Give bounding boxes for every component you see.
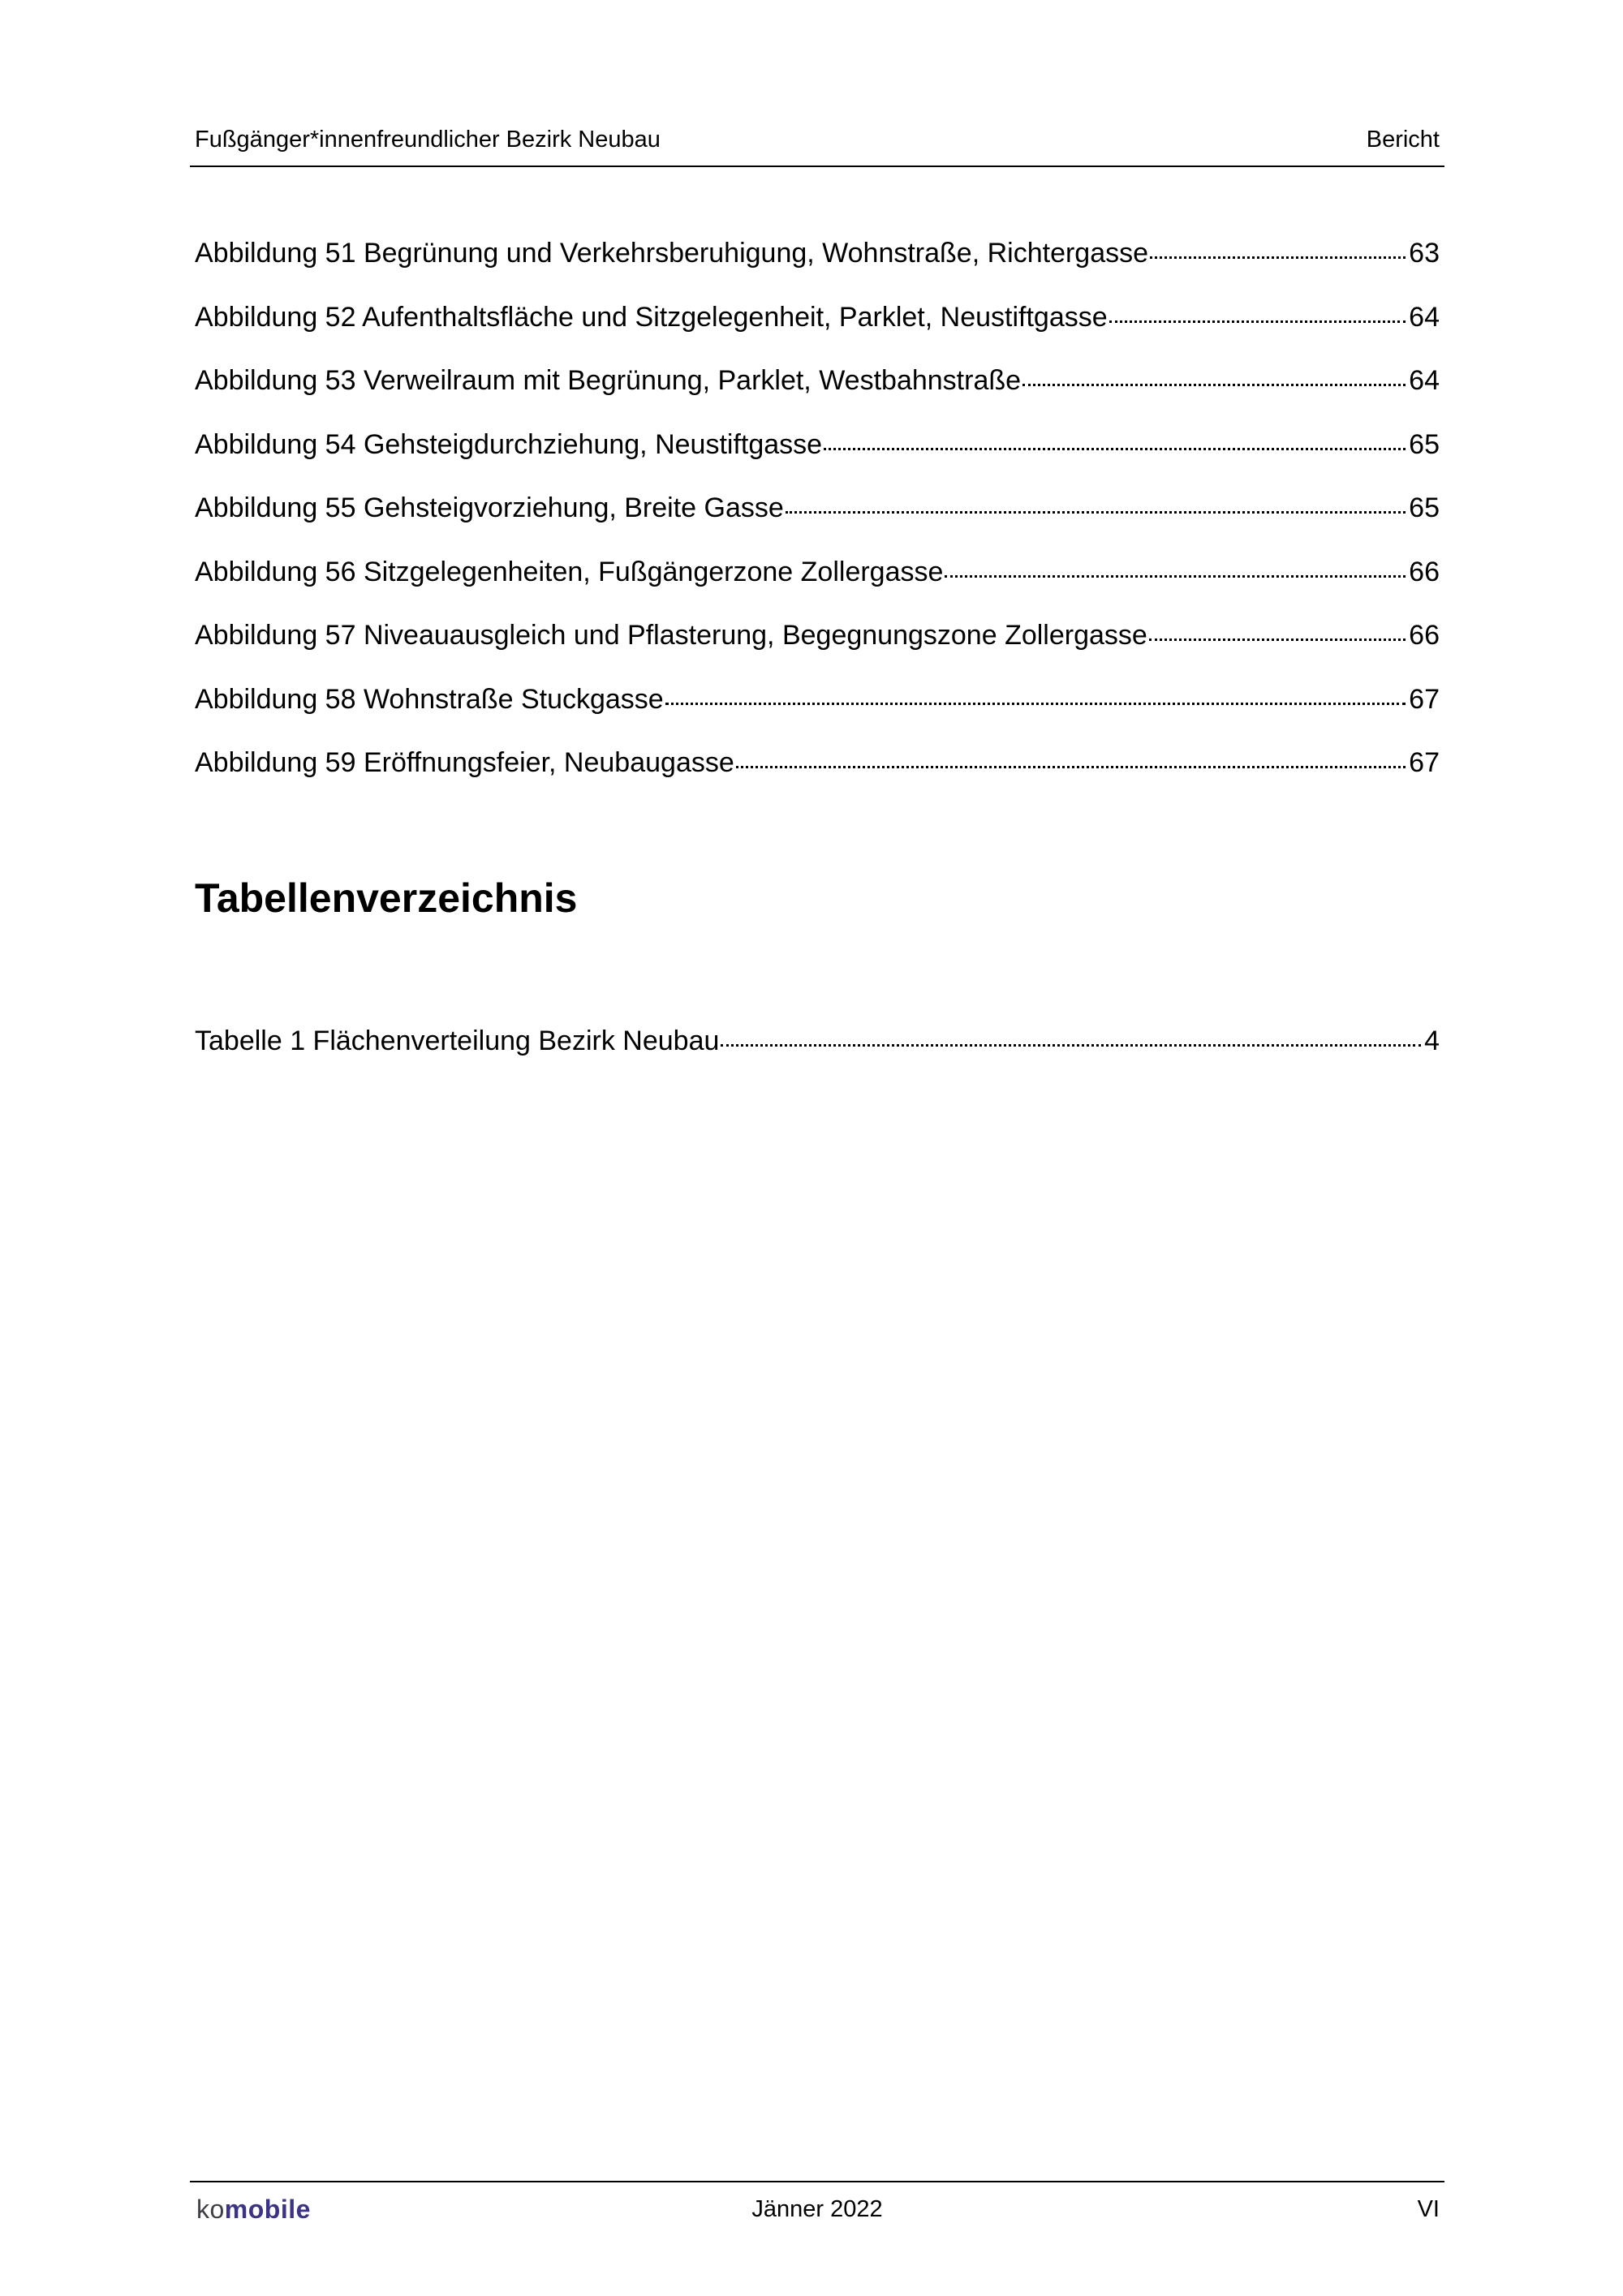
dot-leader [945, 553, 1406, 581]
toc-entry-title: Abbildung 57 Niveauausgleich und Pflasterung, Begegnungszone Zollergasse [195, 620, 1147, 651]
figure-list [195, 229, 1440, 802]
header-section: Bericht [1366, 127, 1440, 153]
dot-leader [721, 1022, 1421, 1050]
page-footer [190, 2189, 1444, 2229]
toc-entry-figure-56[interactable] [195, 548, 1440, 612]
toc-entry-title: Abbildung 54 Gehsteigdurchziehung, Neustiftgasse [195, 428, 823, 460]
dot-leader [1149, 617, 1406, 644]
dot-leader [1109, 299, 1406, 326]
toc-entry-page: 66 [1409, 556, 1440, 587]
toc-entry-page: 66 [1409, 620, 1440, 651]
toc-entry-page: 65 [1409, 428, 1440, 460]
toc-entry-page: 64 [1409, 301, 1440, 333]
footer-divider [190, 2181, 1444, 2182]
toc-entry-figure-55[interactable] [195, 484, 1440, 548]
dot-leader [786, 489, 1406, 517]
dot-leader [665, 681, 1406, 708]
toc-entry-figure-51[interactable] [195, 229, 1440, 293]
toc-entry-figure-57[interactable] [195, 611, 1440, 675]
toc-entry-title: Abbildung 51 Begrünung und Verkehrsberuhigung, Wohnstraße, Richtergasse [195, 238, 1149, 269]
toc-entry-page: 4 [1424, 1025, 1440, 1056]
toc-entry-table-1[interactable] [195, 1017, 1440, 1081]
header-divider [190, 166, 1444, 167]
toc-entry-page: 67 [1409, 683, 1440, 715]
dot-leader [824, 426, 1406, 454]
toc-entry-title: Abbildung 52 Aufenthaltsfläche und Sitzgelegenheit, Parklet, Neustiftgasse [195, 301, 1108, 333]
toc-entry-figure-53[interactable] [195, 356, 1440, 420]
toc-entry-title: Abbildung 56 Sitzgelegenheiten, Fußgängerzone Zollergasse [195, 556, 944, 587]
toc-entry-figure-58[interactable] [195, 675, 1440, 739]
page-header [190, 123, 1444, 156]
footer-date: Jänner 2022 [751, 2196, 883, 2222]
toc-entry-title: Abbildung 58 Wohnstraße Stuckgasse [195, 683, 664, 715]
tables-heading: Tabellenverzeichnis [195, 875, 578, 921]
toc-entry-title: Abbildung 59 Eröffnungsfeier, Neubaugasse [195, 747, 734, 778]
toc-entry-page: 67 [1409, 747, 1440, 778]
toc-entry-page: 64 [1409, 365, 1440, 396]
toc-entry-figure-54[interactable] [195, 420, 1440, 484]
toc-entry-title: Abbildung 55 Gehsteigvorziehung, Breite Gasse [195, 492, 784, 523]
page-number: VI [1417, 2196, 1440, 2222]
toc-entry-title: Abbildung 53 Verweilraum mit Begrünung, Parklet, Westbahnstraße [195, 365, 1022, 396]
toc-entry-page: 65 [1409, 492, 1440, 523]
dot-leader [736, 744, 1406, 772]
toc-entry-figure-59[interactable] [195, 738, 1440, 802]
logo-text-mobile: mobile [224, 2195, 311, 2224]
toc-entry-title: Tabelle 1 Flächenverteilung Bezirk Neubau [195, 1025, 720, 1056]
dot-leader [1022, 362, 1406, 389]
logo-text-ko: ko [196, 2195, 225, 2224]
toc-entry-page: 63 [1409, 238, 1440, 269]
dot-leader [1150, 234, 1406, 262]
header-title: Fußgänger*innenfreundlicher Bezirk Neubau [195, 127, 661, 153]
table-list [195, 1017, 1440, 1081]
toc-entry-figure-52[interactable] [195, 293, 1440, 357]
